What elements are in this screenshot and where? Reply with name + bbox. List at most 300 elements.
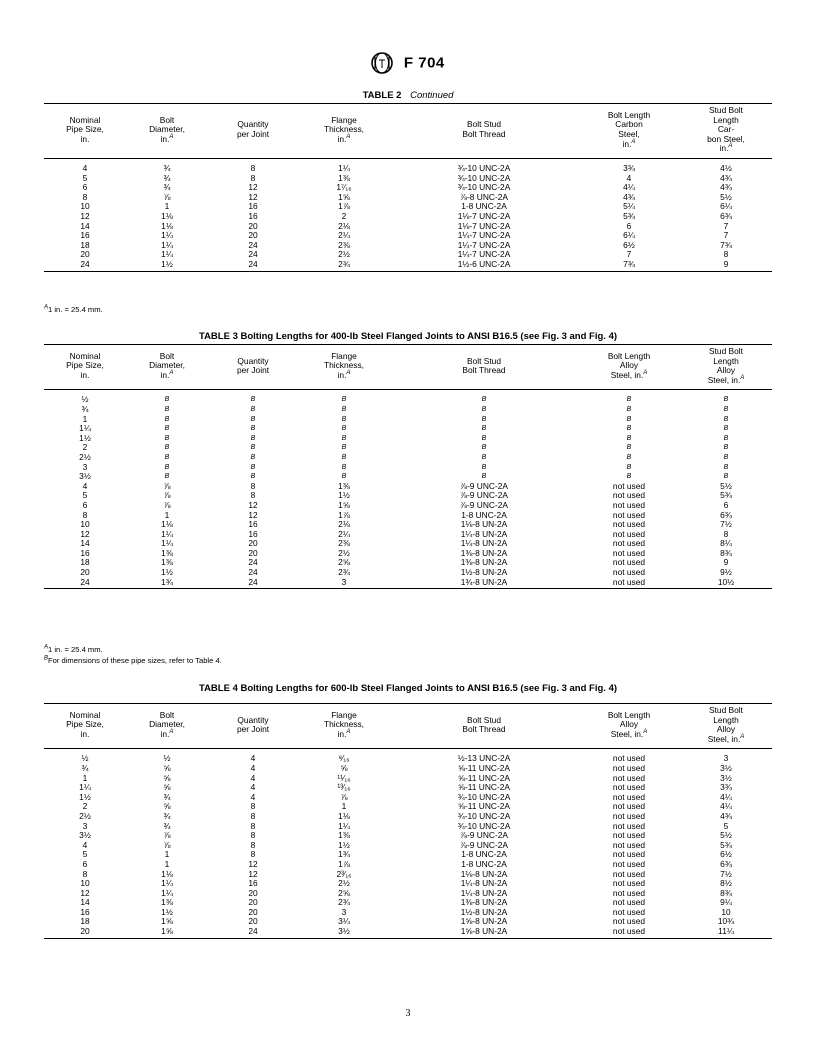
table-cell: 1 [164, 201, 170, 212]
table-cell: 12 [248, 499, 258, 510]
table-row [44, 434, 772, 444]
table-cell: 3½ [720, 772, 732, 783]
table-cell: 16 [248, 528, 258, 539]
table-cell: 7 [723, 230, 729, 241]
table-row [44, 870, 772, 880]
table-cell: ¾-10 UNC-2A [457, 810, 511, 821]
table-cell: 1⅛ [161, 519, 173, 530]
table-cell: ⅞-9 UNC-2A [460, 480, 508, 491]
footnote-mark-a: A [631, 138, 636, 145]
table2-footnote-a: $^A$1 in. = 25.4 mm. [44, 304, 103, 314]
table-cell: 2⅛ [338, 519, 350, 530]
table-cell: 5½ [720, 191, 732, 202]
column-header: Quantity per Joint [208, 104, 298, 159]
table-cell: ⅝ [163, 782, 171, 793]
table-cell: 1¼-8 UN-2A [460, 887, 508, 898]
table-cell: ⅞ [163, 480, 171, 491]
column-header: Bolt Length Alloy Steel, in.$^A$ [578, 704, 680, 749]
table-cell: 18 [80, 916, 90, 927]
table-cell: 4¼ [720, 801, 732, 812]
table-cell: B [723, 453, 729, 461]
table-cell: 14 [80, 897, 90, 908]
column-header: Bolt Diameter, in.$^A$ [126, 104, 208, 159]
table-cell: B [341, 425, 347, 433]
footnote-mark-a: A [169, 729, 174, 736]
table-cell: 8 [82, 191, 88, 202]
table-cell: B [250, 405, 256, 413]
table-cell: ¹³⁄₁₆ [337, 782, 351, 793]
table-cell: 24 [208, 578, 298, 589]
table-cell: 1½ [338, 839, 350, 850]
table-cell: 4 [250, 791, 256, 802]
footnote-mark-a: A [728, 143, 733, 150]
table-cell: B [164, 444, 170, 452]
table-cell: B [341, 453, 347, 461]
table-cell: not used [612, 801, 646, 812]
column-header: Stud Bolt Length Alloy Steel, in.$^A$ [680, 704, 772, 749]
table-cell: B [626, 434, 632, 442]
table-cell: 24 [208, 927, 298, 938]
table-cell: 1⁷⁄₁₆ [336, 182, 352, 193]
table-cell: B [341, 463, 347, 471]
table-cell: 20 [248, 897, 258, 908]
table-cell: ⅝ [163, 801, 171, 812]
table-cell: 8 [250, 480, 256, 491]
table-row [44, 822, 772, 832]
table-cell: B [481, 473, 487, 481]
table-cell: 16 [80, 547, 90, 558]
table-cell: not used [612, 791, 646, 802]
table-cell: 2¾ [338, 897, 350, 908]
table-cell: not used [612, 849, 646, 860]
table-cell: 2¼ [338, 528, 350, 539]
table-cell: ¾ [163, 820, 171, 831]
table-cell: 4¾ [720, 810, 732, 821]
table-row [44, 482, 772, 492]
footnote-mark-a: A [643, 370, 648, 377]
table-cell: 1⅜ [338, 172, 350, 183]
column-header: Stud Bolt Length Alloy Steel, in.$^A$ [680, 345, 772, 390]
table-cell: 1⅝ [161, 916, 173, 927]
table-cell: not used [612, 538, 646, 549]
table-cell: 3 [341, 906, 347, 917]
table-cell: 1⅜ [161, 557, 173, 568]
table-cell: not used [612, 567, 646, 578]
table-cell: 3 [298, 578, 390, 589]
table-cell: 1 [164, 849, 170, 860]
table-cell: ⅝ [163, 772, 171, 783]
table-cell: not used [612, 887, 646, 898]
table-cell: not used [612, 839, 646, 850]
table-cell: 4 [82, 162, 88, 173]
table-cell: B [164, 434, 170, 442]
table-cell: ½ [81, 394, 89, 405]
table-cell: 4 [250, 753, 256, 764]
table-cell: 20 [248, 906, 258, 917]
column-header: Quantity per Joint [208, 345, 298, 390]
table2 [44, 103, 772, 272]
table-cell: B [626, 396, 632, 404]
table-cell: 1½ [79, 791, 91, 802]
table-cell: 2¾ [298, 260, 390, 271]
table-row [44, 212, 772, 222]
table-cell: B [723, 434, 729, 442]
table-cell: 2 [341, 210, 347, 221]
table-cell: 4 [626, 172, 632, 183]
table-cell: 2 [82, 442, 88, 453]
table-cell: 8½ [720, 878, 732, 889]
table-cell: not used [578, 578, 680, 589]
table-cell: not used [612, 858, 646, 869]
table4 [44, 703, 772, 939]
table-cell: not used [612, 906, 646, 917]
table-cell: ¾ [81, 403, 89, 414]
table-cell: 24 [248, 567, 258, 578]
table-cell: 1⅝ [126, 927, 208, 938]
footnote-mark-a: A [346, 729, 351, 736]
table-cell: 20 [80, 249, 90, 260]
column-header: Flange Thickness, in.$^A$ [298, 704, 390, 749]
table-cell: 5 [82, 172, 88, 183]
table-row [44, 578, 772, 589]
table-cell: 2¾ [338, 567, 350, 578]
table-row [44, 501, 772, 511]
column-header: Bolt Stud Bolt Thread [390, 104, 578, 159]
table-row [44, 879, 772, 889]
header-row [44, 104, 772, 159]
table-row [44, 390, 772, 405]
table-row [44, 530, 772, 540]
table-cell: ⅝ [163, 762, 171, 773]
table-cell: not used [578, 927, 680, 938]
table-cell: ⅞ [340, 791, 348, 802]
table-row [44, 260, 772, 271]
table-cell: 20 [248, 547, 258, 558]
table-cell: ⅞ [163, 839, 171, 850]
table-cell: 3½ [79, 471, 91, 482]
table-cell: 5 [82, 849, 88, 860]
table-cell: 10½ [680, 578, 772, 589]
table-cell: 1⅛ [161, 220, 173, 231]
table-cell: 18 [80, 557, 90, 568]
table-cell: 6 [82, 858, 88, 869]
table-cell: 8 [250, 490, 256, 501]
footnote-mark-a: A [643, 729, 648, 736]
table-cell: 8 [250, 801, 256, 812]
table-cell: 2⅝ [338, 887, 350, 898]
table-cell: not used [612, 810, 646, 821]
table-cell: B [250, 453, 256, 461]
table-cell: 7 [723, 220, 729, 231]
table-cell: B [481, 405, 487, 413]
table-cell: ¾-10 UNC-2A [457, 172, 511, 183]
table-row [44, 539, 772, 549]
table-cell: 1½ [161, 567, 173, 578]
table-cell: 1⅞ [338, 858, 350, 869]
table-cell: 1¼ [338, 820, 350, 831]
table-cell: 8 [250, 830, 256, 841]
table-cell: 2⅜ [338, 538, 350, 549]
table-cell: 1¼-7 UNC-2A [457, 239, 511, 250]
table-cell: ¾-10 UNC-2A [457, 820, 511, 831]
table-cell: 1¼-8 UN-2A [460, 538, 508, 549]
table-cell: 1¼ [161, 878, 173, 889]
table-cell: 16 [80, 230, 90, 241]
table-cell: ¾-10 UNC-2A [457, 162, 511, 173]
table-cell: 1⅞ [338, 201, 350, 212]
table-cell: 1¼ [161, 239, 173, 250]
table-cell: not used [612, 499, 646, 510]
table-row [44, 424, 772, 434]
footnote-mark-a: A [44, 644, 49, 651]
table-cell: B [723, 415, 729, 423]
table-cell: 1⅛-8 UN-2A [460, 868, 508, 879]
table-cell: not used [612, 916, 646, 927]
table3-footnote-a: $^A$1 in. = 25.4 mm. [44, 644, 103, 654]
table-cell: ¾ [81, 762, 89, 773]
footnote-mark-a: A [346, 370, 351, 377]
table-cell: 5½ [720, 480, 732, 491]
footnote-mark-a: A [740, 374, 745, 381]
table-cell: B [164, 473, 170, 481]
table-cell: B [250, 396, 256, 404]
table-cell: B [626, 415, 632, 423]
table-cell: 8 [82, 868, 88, 879]
table-cell: 2⅝ [338, 557, 350, 568]
table-cell: 1¼-7 UNC-2A [457, 249, 511, 260]
table-row [44, 841, 772, 851]
table-cell: B [481, 434, 487, 442]
table-cell: 4½ [720, 162, 732, 173]
table-cell: 8¼ [720, 538, 732, 549]
table-row [44, 860, 772, 870]
table-cell: 1⅜ [161, 897, 173, 908]
table-cell: 1⅝ [338, 191, 350, 202]
table-cell: ⅞-9 UNC-2A [460, 499, 508, 510]
table-cell: 7½ [720, 519, 732, 530]
table-cell: B [164, 453, 170, 461]
table-cell: 1¾-8 UN-2A [390, 578, 578, 589]
table-row [44, 749, 772, 764]
column-header: Nominal Pipe Size, in. [44, 704, 126, 749]
table-cell: 2³⁄₁₆ [336, 868, 352, 879]
table-cell: 6¼ [720, 201, 732, 212]
table-cell: B [481, 425, 487, 433]
table-cell: ¾ [163, 172, 171, 183]
table-cell: 9¼ [720, 897, 732, 908]
table-cell: 6½ [720, 849, 732, 860]
table-cell: 16 [248, 201, 258, 212]
table-cell: 1¼ [161, 538, 173, 549]
table-cell: 9½ [720, 567, 732, 578]
table-cell: 1⅝-8 UN-2A [460, 916, 508, 927]
table-cell: B [723, 396, 729, 404]
table-row [44, 222, 772, 232]
table-cell: B [626, 405, 632, 413]
table-cell: 5 [82, 490, 88, 501]
table-cell: 4¾ [720, 182, 732, 193]
table-cell: 20 [248, 538, 258, 549]
table2-title [0, 90, 816, 101]
table-cell: B [723, 425, 729, 433]
table-cell: 1 [82, 772, 88, 783]
table-cell: 1 [164, 858, 170, 869]
table-cell: 1⅛-7 UNC-2A [457, 220, 511, 231]
table-cell: 1¼ [161, 249, 173, 260]
table-cell: 1 [341, 801, 347, 812]
table3-footnote-b: $^B$For dimensions of these pipe sizes, refer to Table 4. [44, 655, 222, 665]
table-row [44, 793, 772, 803]
table-row [44, 764, 772, 774]
table-cell: 1½-8 UN-2A [460, 906, 508, 917]
table-cell: not used [612, 868, 646, 879]
table-cell: ⅞-9 UNC-2A [460, 839, 508, 850]
table-cell: 4¼ [623, 182, 635, 193]
table-cell: 12 [248, 509, 258, 520]
column-header: Bolt Diameter, in.$^A$ [126, 704, 208, 749]
table-cell: 14 [80, 220, 90, 231]
column-header: Bolt Stud Bolt Thread [390, 345, 578, 390]
table-cell: 3¾ [623, 162, 635, 173]
table-cell: B [626, 463, 632, 471]
table-cell: 20 [248, 220, 258, 231]
table-cell: 1⅛ [161, 210, 173, 221]
table-cell: 5¾ [720, 490, 732, 501]
table-cell: 16 [248, 878, 258, 889]
table-cell: 4 [250, 772, 256, 783]
table-cell: 1⅜-8 UN-2A [460, 897, 508, 908]
page-header [0, 52, 816, 74]
table-cell: 1½-8 UN-2A [460, 567, 508, 578]
table-cell: ⅞ [163, 830, 171, 841]
table-row [44, 491, 772, 501]
table-cell: B [164, 405, 170, 413]
table-cell: 10 [721, 906, 731, 917]
table-cell: B [250, 425, 256, 433]
table-cell: 1⅛-8 UN-2A [460, 519, 508, 530]
column-header: Bolt Length Carbon Steel, in.$^A$ [578, 104, 680, 159]
table-cell: 1-8 UNC-2A [461, 201, 507, 212]
table-cell: 2½ [338, 547, 350, 558]
table-cell: ⁹⁄₁₆ [338, 753, 350, 764]
column-header: Flange Thickness, in.$^A$ [298, 345, 390, 390]
table-cell: B [250, 415, 256, 423]
footnote-mark-a: A [169, 133, 174, 140]
table-cell: 2 [82, 801, 88, 812]
table-row [44, 443, 772, 453]
table-row [44, 415, 772, 425]
table-cell: ⅝ [340, 762, 348, 773]
table-cell: B [341, 473, 347, 481]
table-cell: 1⅜ [338, 830, 350, 841]
table-cell: not used [612, 490, 646, 501]
table-cell: 16 [248, 519, 258, 530]
table-cell: 8 [250, 172, 256, 183]
table-cell: ¹¹⁄₁₆ [337, 772, 351, 783]
table-cell: 1½ [338, 490, 350, 501]
table-cell: 6¾ [720, 509, 732, 520]
table-cell: 20 [80, 567, 90, 578]
table-cell: B [164, 425, 170, 433]
table-cell: 8 [250, 810, 256, 821]
table-cell: B [164, 463, 170, 471]
table-cell: 4 [250, 782, 256, 793]
table3 [44, 344, 772, 589]
table-cell: 3 [82, 820, 88, 831]
table-cell: 8 [723, 249, 729, 260]
column-header: Bolt Stud Bolt Thread [390, 704, 578, 749]
table-cell: 4 [250, 762, 256, 773]
table-cell: not used [612, 509, 646, 520]
table-cell: 12 [80, 210, 90, 221]
table-cell: B [341, 405, 347, 413]
table-cell: 6¾ [720, 210, 732, 221]
table-cell: 8 [82, 509, 88, 520]
table-cell: 6 [626, 220, 632, 231]
table-cell: ⅞ [163, 191, 171, 202]
table-cell: 7¾ [578, 260, 680, 271]
table-cell: 10 [80, 878, 90, 889]
table-cell: 9 [723, 557, 729, 568]
table-row [44, 774, 772, 784]
table-cell: 1¼-8 UN-2A [460, 528, 508, 539]
table-cell: 1¼ [338, 162, 350, 173]
footnote-mark-b: B [44, 655, 49, 662]
column-header: Quantity per Joint [208, 704, 298, 749]
table-cell: B [481, 444, 487, 452]
table-row [44, 549, 772, 559]
table-cell: B [250, 444, 256, 452]
table-row [44, 831, 772, 841]
table-cell: 24 [44, 260, 126, 271]
table-cell: 18 [80, 239, 90, 250]
table-cell: not used [612, 557, 646, 568]
table-cell: not used [612, 897, 646, 908]
header-row [44, 345, 772, 390]
footnote-mark-a: A [346, 133, 351, 140]
table-cell: 8 [250, 839, 256, 850]
table-cell: not used [612, 830, 646, 841]
table-cell: 2¼ [338, 230, 350, 241]
table-cell: 7 [626, 249, 632, 260]
table-cell: ⅝-11 UNC-2A [458, 801, 510, 812]
table-row [44, 472, 772, 482]
footnote-mark-a: A [740, 733, 745, 740]
table-cell: 5 [723, 820, 729, 831]
table-row [44, 193, 772, 203]
table-cell: B [341, 396, 347, 404]
table-cell: 1⅝-8 UN-2A [390, 927, 578, 938]
table-cell: ¾ [163, 162, 171, 173]
table-cell: 1¼-7 UNC-2A [457, 230, 511, 241]
table-cell: 1½-6 UNC-2A [390, 260, 578, 271]
table-cell: not used [612, 480, 646, 491]
column-header: Stud Bolt Length Car- bon Steel, in.$^A$ [680, 104, 772, 159]
table2-title-continued: Continued [410, 90, 454, 101]
table-cell: B [341, 415, 347, 423]
table-cell: 24 [248, 239, 258, 250]
table-cell: ⅝-11 UNC-2A [458, 762, 510, 773]
table-cell: 5¾ [623, 210, 635, 221]
table-cell: not used [612, 762, 646, 773]
table-row [44, 453, 772, 463]
table-row [44, 898, 772, 908]
table-cell: 6¾ [720, 858, 732, 869]
table-cell: B [341, 434, 347, 442]
table-cell: 6 [82, 499, 88, 510]
table-cell: B [164, 415, 170, 423]
table4-title: TABLE 4 Bolting Lengths for 600-lb Steel Flanged Joints to ANSI B16.5 (see Fig. 3 and Fig. 4) [198, 683, 618, 694]
